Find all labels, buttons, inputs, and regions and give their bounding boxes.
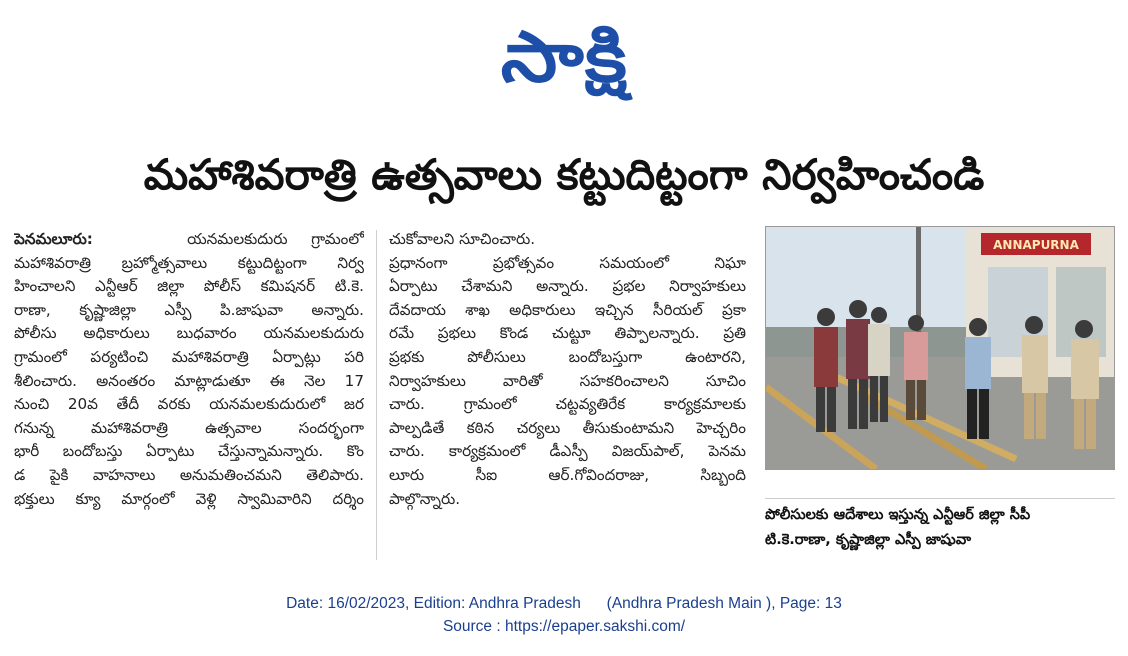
news-photo-illustration bbox=[766, 227, 1114, 469]
news-photo bbox=[765, 226, 1115, 470]
article-line: రాణా, కృష్ణాజిల్లా ఎస్పీ పి.జాషువా అన్నారు. bbox=[14, 300, 364, 319]
article-line: నిర్వాహకులు వారితో సహకరించాలని సూచిం bbox=[389, 371, 746, 390]
article-line: చారు. గ్రామంలో చట్టవ్యతిరేక కార్యక్రమాలకు bbox=[389, 395, 746, 414]
caption-rule bbox=[765, 498, 1115, 499]
article-line: గ్రామంలో పర్యటించి మహాశివరాత్రి ఏర్పాట్లు పరి bbox=[14, 347, 364, 366]
footer-date-line bbox=[0, 592, 1128, 615]
source-footer bbox=[0, 592, 1128, 638]
masthead bbox=[0, 14, 1128, 100]
article-line: దేవదాయ శాఖ అధికారులు ఇచ్చిన సీరియల్ ప్రకా bbox=[389, 300, 746, 319]
shop-sign-text: ANNAPURNA bbox=[993, 238, 1079, 252]
article-line: పాల్గొన్నారు. bbox=[389, 489, 461, 508]
article-line: హించాలని ఎన్టీఆర్ జిల్లా పోలీస్ కమిషనర్ టి.కె. bbox=[14, 277, 364, 296]
article-dateline: పెనమలూరు: bbox=[14, 230, 93, 248]
article-line: ప్రభకు పోలీసులు బందోబస్తుగా ఉంటారని, bbox=[389, 347, 746, 366]
column-divider bbox=[376, 230, 377, 560]
caption-line: పోలీసులకు ఆదేశాలు ఇస్తున్న ఎన్టీఆర్ జిల్లా సీపీ bbox=[765, 507, 1031, 523]
article-line: పోలీసు అధికారులు బుధవారం యనమలకుదురు bbox=[14, 324, 364, 343]
article-line: రమే ప్రభలు కొండ చుట్టూ తిప్పాలన్నారు. ప్రతి bbox=[389, 324, 746, 343]
article-column-2 bbox=[389, 228, 746, 511]
sakshi-logo: సాక్షి bbox=[500, 16, 628, 98]
article-line: యనమలకుదురు గ్రామంలో bbox=[187, 230, 364, 248]
article-line: మహాశివరాత్రి బ్రహ్మోత్సవాలు కట్టుదిట్టంగా నిర్వ bbox=[14, 253, 364, 272]
article-line: లూరు సీఐ ఆర్.గోవిందరాజు, సిబ్బంది bbox=[389, 465, 746, 484]
article-line: భక్తులు క్యూ మార్గంలో వెళ్లి స్వామివారిని దర్శిం bbox=[14, 489, 364, 508]
article-line: చుకోవాలని సూచించారు. bbox=[389, 230, 536, 248]
footer-edition: (Andhra Pradesh Main ), Page: 13 bbox=[606, 595, 842, 612]
column-1-first-line bbox=[14, 228, 364, 252]
caption-line: టి.కె.రాణా, కృష్ణాజిల్లా ఎస్పీ జాషువా bbox=[765, 532, 972, 548]
article-column-1 bbox=[14, 228, 364, 511]
article-line: చారు. కార్యక్రమంలో డీఎస్పీ విజయ్‌పాల్, పెనమ bbox=[389, 442, 746, 461]
article-line: శీలించారు. అనంతరం మాట్లాడుతూ ఈ నెల 17 bbox=[14, 371, 364, 390]
footer-source: Source : https://epaper.sakshi.com/ bbox=[442, 618, 686, 635]
photo-caption bbox=[765, 503, 1115, 553]
article-line: డ పైకి వాహనాలు అనుమతించమని తెలిపారు. bbox=[14, 465, 364, 484]
article-line: భారీ బందోబస్తు ఏర్పాటు చేస్తున్నామన్నారు. కొం bbox=[14, 442, 364, 461]
article-line: ఏర్పాటు చేశామని అన్నారు. ప్రభల నిర్వాహకులు bbox=[389, 277, 746, 296]
article-line: ప్రధానంగా ప్రభోత్సవం సమయంలో నిఘా bbox=[389, 253, 746, 272]
article-headline: మహాశివరాత్రి ఉత్సవాలు కట్టుదిట్టంగా నిర్వహించండి bbox=[143, 150, 985, 199]
footer-date: Date: 16/02/2023, Edition: Andhra Pradesh bbox=[286, 595, 581, 612]
article-line: గనున్న మహాశివరాత్రి ఉత్సవాల సందర్భంగా bbox=[14, 418, 364, 437]
article-line: పాల్పడితే కఠిన చర్యలు తీసుకుంటామని హెచ్చరిం bbox=[389, 418, 746, 437]
article-line: నుంచి 20వ తేదీ వరకు యనమలకుదురులో జర bbox=[14, 395, 364, 414]
